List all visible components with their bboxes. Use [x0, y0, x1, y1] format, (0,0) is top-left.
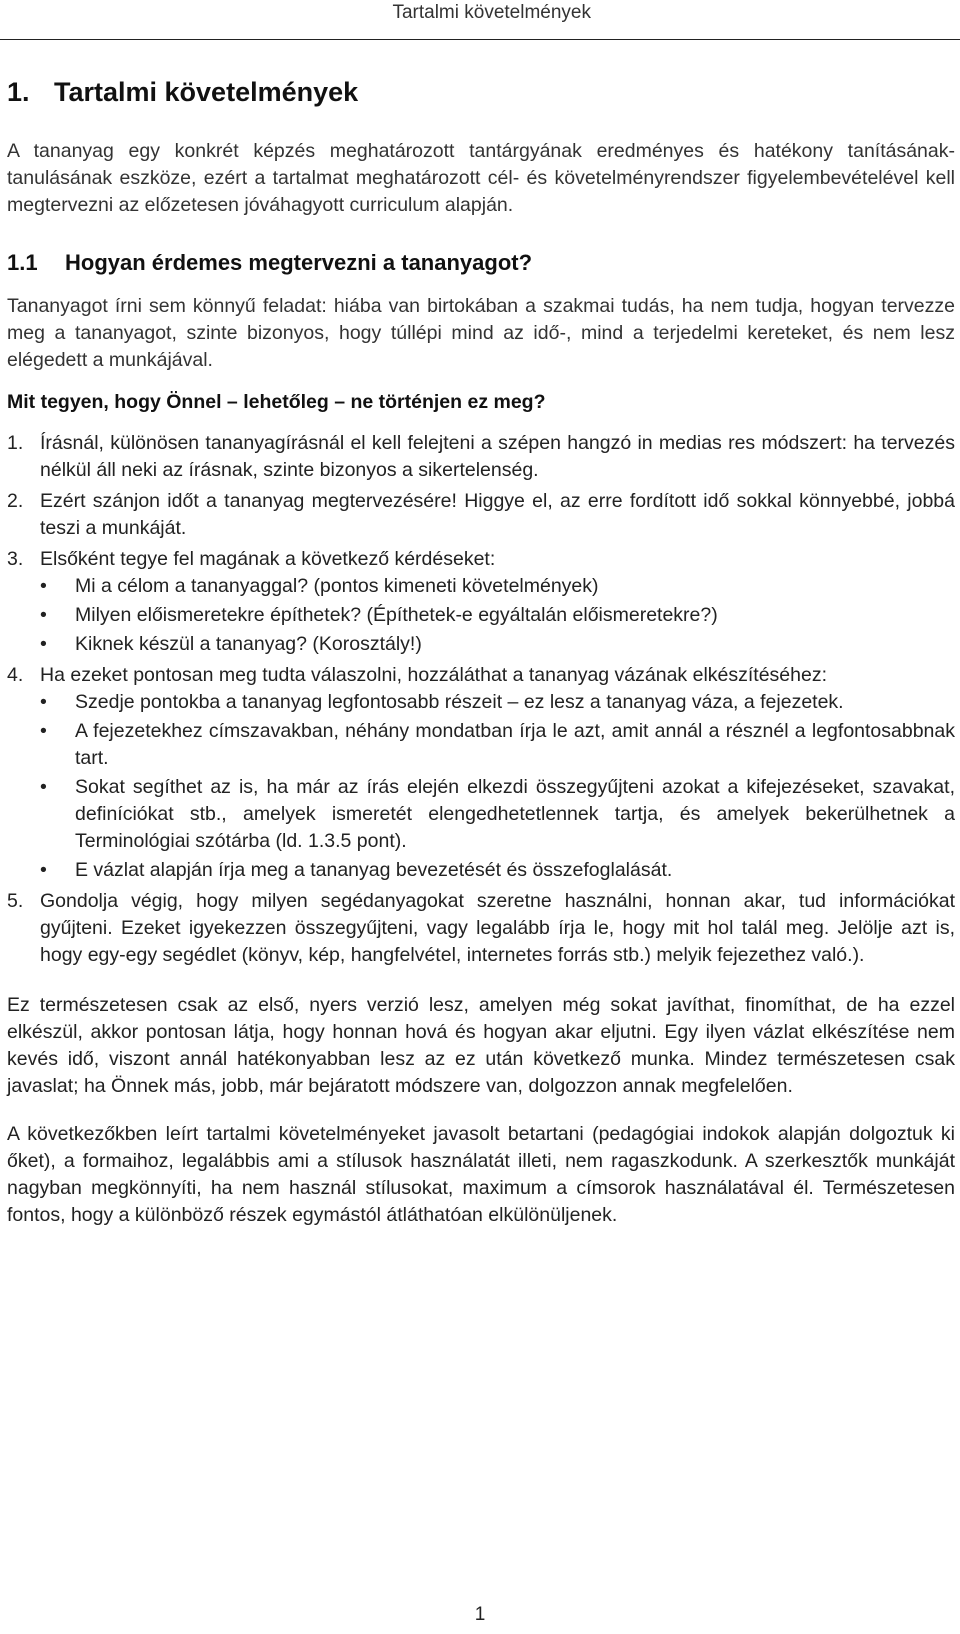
- step-number: 5.: [7, 890, 24, 912]
- section-number: 1.1: [7, 250, 38, 275]
- outline-bullet-list: [40, 689, 955, 884]
- bullet-text: Sokat segíthet az is, ha már az írás elején elkezdi összegyűjteni azokat a kifejezéseket, szavakat, definíciókat stb., amelyek ismeretét elengedhetetlennek tartja, és amelyek bekerülhetnek a Terminológiai szótárba (ld. 1.3.5 pont).: [75, 776, 955, 852]
- step-item: [7, 888, 955, 969]
- header-rule: [0, 39, 960, 40]
- page-number: 1: [474, 1604, 486, 1625]
- closing-paragraph: Ez természetesen csak az első, nyers verzió lesz, amelyen még sokat javíthat, finomíthat, de ha ezzel elkészül, akkor pontosan látja, hogy honnan hová és hogyan akar eljutni. Egy ilyen vázlat elkészítése nem kevés idő, viszont annál hatékonyabban lesz az ez után következő munka. Mindez természetesen csak javaslat; ha Önnek más, jobb, már bejáratott módszere van, dolgozzon annak megfelelően.: [7, 994, 955, 1097]
- step-number: 4.: [7, 664, 24, 686]
- bullet-icon: •: [40, 859, 47, 881]
- chapter-number: 1.: [7, 77, 30, 107]
- bullet-text: E vázlat alapján írja meg a tananyag bevezetését és összefoglalását.: [75, 859, 673, 881]
- step-item: [7, 488, 955, 542]
- bullet-icon: •: [40, 691, 47, 713]
- page-content: [7, 71, 955, 1229]
- step-number: 2.: [7, 490, 24, 512]
- step-text: Ezért szánjon időt a tananyag megtervezésére! Higgye el, az erre fordított idő sokkal könnyebbé, jobbá teszi a munkáját.: [40, 490, 955, 539]
- bullet-icon: •: [40, 720, 47, 742]
- bullet-item: [40, 631, 955, 658]
- section-heading: [7, 247, 955, 279]
- step-text: Elsőként tegye fel magának a következő kérdéseket:: [40, 548, 496, 570]
- chapter-intro: A tananyag egy konkrét képzés meghatározott tantárgyának eredményes és hatékony tanításának-tanulásának eszköze, ezért a tartalmat meghatározott cél- és követelményrendszer figyelembevételével kell megtervezni az előzetesen jóváhagyott curriculum alapján.: [7, 140, 955, 216]
- step-item: [7, 430, 955, 484]
- step-text: Írásnál, különösen tananyagírásnál el kell felejteni a szépen hangzó in medias res módszert: ha tervezés nélkül áll neki az írásnak, szinte bizonyos a sikertelenség.: [40, 432, 955, 481]
- bullet-text: Kiknek készül a tananyag? (Korosztály!): [75, 633, 422, 655]
- question-heading: Mit tegyen, hogy Önnel – lehetőleg – ne történjen ez meg?: [7, 391, 546, 413]
- bullet-icon: •: [40, 633, 47, 655]
- chapter-title: Tartalmi követelmények: [54, 77, 359, 107]
- step-item: [7, 546, 955, 658]
- step-number: 3.: [7, 548, 24, 570]
- bullet-item: [40, 689, 955, 716]
- question-bullet-list: [40, 573, 955, 658]
- step-number: 1.: [7, 432, 24, 454]
- bullet-text: Milyen előismeretekre építhetek? (Építhetek-e egyáltalán előismeretekre?): [75, 604, 718, 626]
- step-text: Ha ezeket pontosan meg tudta válaszolni, hozzáláthat a tananyag vázának elkészítéséhez:: [40, 664, 827, 686]
- chapter-heading: [7, 71, 955, 113]
- steps-list: [7, 430, 955, 969]
- section-title: Hogyan érdemes megtervezni a tananyagot?: [65, 250, 533, 275]
- bullet-icon: •: [40, 604, 47, 626]
- step-text: Gondolja végig, hogy milyen segédanyagokat szeretne használni, honnan akar, tud információkat gyűjteni. Ezeket igyekezzen összegyűjteni, vagy legalább írja le, hogy mit hol talál meg. Jelölje azt is, hogy egy-egy segédlet (könyv, kép, hangfelvétel, internetes forrás stb.) melyik fejezethez való.).: [40, 890, 955, 966]
- step-item: [7, 662, 955, 884]
- bullet-text: Mi a célom a tananyaggal? (pontos kimeneti követelmények): [75, 575, 599, 597]
- bullet-item: [40, 573, 955, 600]
- bullet-item: [40, 774, 955, 855]
- running-header: Tartalmi követelmények: [392, 2, 591, 23]
- bullet-item: [40, 602, 955, 629]
- bullet-icon: •: [40, 575, 47, 597]
- bullet-text: Szedje pontokba a tananyag legfontosabb részeit – ez lesz a tananyag váza, a fejezetek.: [75, 691, 844, 713]
- closing-paragraph: A következőkben leírt tartalmi követelményeket javasolt betartani (pedagógiai indokok alapján dolgoztuk ki őket), a formaihoz, legalábbis ami a stílusok használatát illeti, nem ragaszkodunk. A szerkesztők munkáját nagyban megkönnyíti, ha nem használ stílusokat, maximum a címsorok használatával él. Természetesen fontos, hogy a különböző részek egymástól átláthatóan elkülönüljenek.: [7, 1123, 955, 1226]
- bullet-icon: •: [40, 776, 47, 798]
- bullet-item: [40, 857, 955, 884]
- bullet-text: A fejezetekhez címszavakban, néhány mondatban írja le azt, amit annál a résznél a legfontosabbnak tart.: [75, 720, 955, 769]
- section-paragraph: Tananyagot írni sem könnyű feladat: hiába van birtokában a szakmai tudás, ha nem tudja, hogyan tervezze meg a tananyagot, szinte bizonyos, hogy túllépi mind az idő-, mind a terjedelmi kereteket, és nem lesz elégedett a munkájával.: [7, 295, 955, 371]
- bullet-item: [40, 718, 955, 772]
